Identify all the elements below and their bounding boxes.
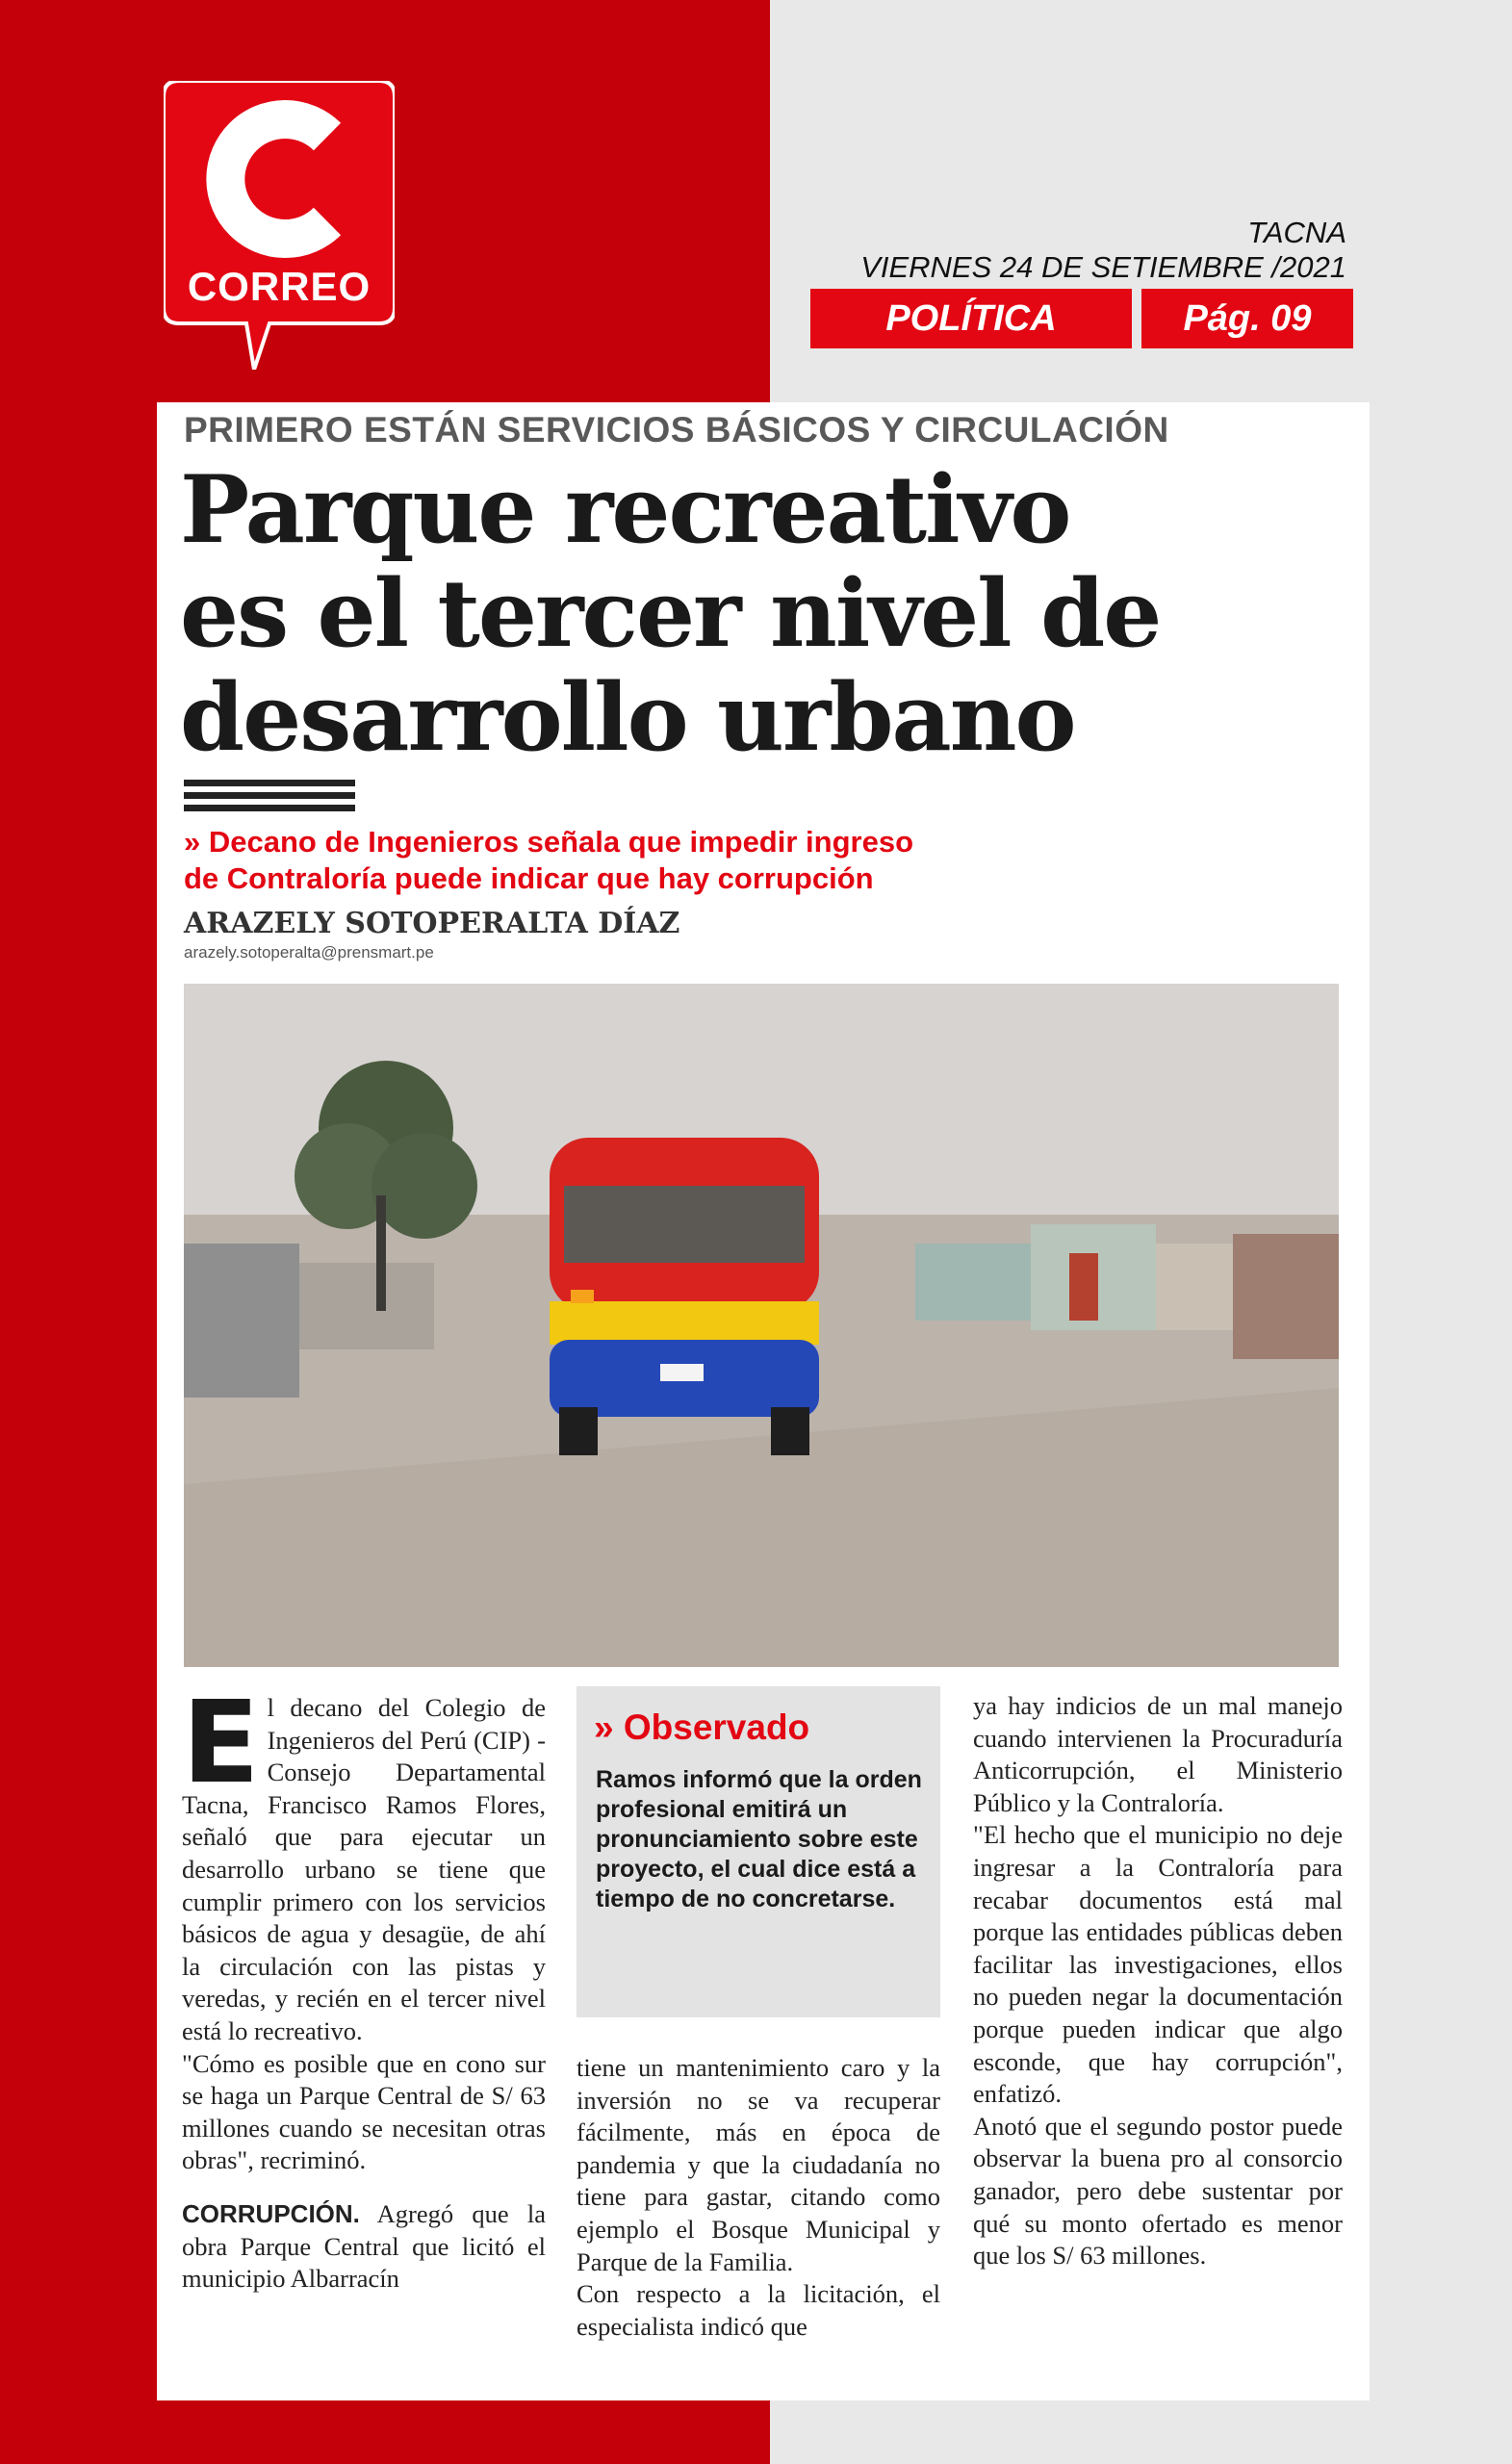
edition-meta [860, 216, 1346, 285]
col1-paragraph-2: "Cómo es posible que en cono sur se haga un Parque Central de S/ 63 millones cuando se necesitan otras obras", recriminó. [182, 2048, 546, 2175]
drop-cap: E [182, 1676, 260, 1809]
col3-paragraph-3: Anotó que el segundo postor puede observar la buena pro al consorcio ganador, pero debe sustentar por qué su monto ofertado es menor que los S/ 63 millones. [973, 2111, 1343, 2271]
body-column-1 [182, 1676, 546, 2296]
article-photo [184, 984, 1339, 1667]
col1-paragraph-1: l decano del Colegio de Ingenieros del Perú (CIP) - Consejo Departamental Tacna, Francisco Ramos Flores, señaló que para ejecutar un desarrollo urbano se tiene que cumplir primero con los servicios básicos de agua y desagüe, de ahí la circulación con las pistas y veredas, y recién en el tercer nivel está lo recreativo. [182, 1693, 546, 2045]
logo-speech-bubble-icon [164, 81, 395, 370]
author-byline: ARAZELY SOTOPERALTA DÍAZ [184, 907, 680, 940]
body-column-3 [973, 1690, 1343, 2272]
col2-paragraph-2: Con respecto a la licitación, el especialista indicó que [577, 2279, 940, 2341]
col3-paragraph-2: "El hecho que el municipio no deje ingresar a la Contraloría para recabar documentos está mal porque las entidades públicas deben facilitar las investigaciones, ellos no pueden negar la documentación porque pueden indicar que algo esconde, que hay corrupción", enfatizó. [973, 1820, 1343, 2109]
edition-city: TACNA [1247, 216, 1346, 249]
headline-line-2: es el tercer nivel de [180, 559, 1161, 668]
edition-date: VIERNES 24 DE SETIEMBRE /2021 [860, 250, 1346, 284]
deck-line-2: de Contraloría puede indicar que hay corrupción [184, 861, 874, 895]
article-headline [180, 455, 1354, 772]
headline-line-3: desarrollo urbano [180, 663, 1075, 772]
deck-line-1: » Decano de Ingenieros señala que impedir ingreso [184, 825, 914, 859]
body-column-2 [577, 2052, 940, 2343]
sidebar-box [577, 1686, 940, 2017]
author-email: arazely.sotoperalta@prensmart.pe [184, 943, 434, 962]
sidebar-box-text: Ramos informó que la orden profesional emitirá un pronunciamiento sobre este proyecto, el cual dice está a tiempo de no concretarse. [596, 1766, 922, 1912]
logo-wordmark: CORREO [187, 264, 372, 309]
col1-paragraph-3-text: Agregó que la obra Parque Central que licitó el municipio Albarracín [182, 2198, 546, 2294]
article-deck [184, 824, 1243, 897]
bus-photo-illustration [184, 984, 1339, 1667]
article-kicker: PRIMERO ESTÁN SERVICIOS BÁSICOS Y CIRCULACIÓN [184, 410, 1169, 449]
correo-logo [164, 81, 395, 370]
page-number: Pág. 09 [1141, 289, 1353, 348]
col2-paragraph-1: tiene un mantenimiento caro y la inversión no se va recuperar fácilmente, más en época de pandemia y que la ciudadanía no tiene para gastar, citando como ejemplo el Bosque Municipal y Parque de la Familia. [577, 2053, 940, 2276]
decorative-rule [184, 780, 355, 812]
headline-line-1: Parque recreativo [180, 455, 1070, 564]
section-subhead: CORRUPCIÓN. [182, 2198, 360, 2228]
sidebar-box-title: » Observado [594, 1707, 810, 1747]
col1-paragraph-3 [182, 2198, 546, 2296]
col3-paragraph-1: ya hay indicios de un mal manejo cuando intervienen la Procuraduría Anticorrupción, el Ministerio Público y la Contraloría. [973, 1691, 1343, 1817]
section-label: POLÍTICA [810, 289, 1132, 348]
article-paper [157, 402, 1370, 2400]
photo-credit [1331, 984, 1339, 1022]
